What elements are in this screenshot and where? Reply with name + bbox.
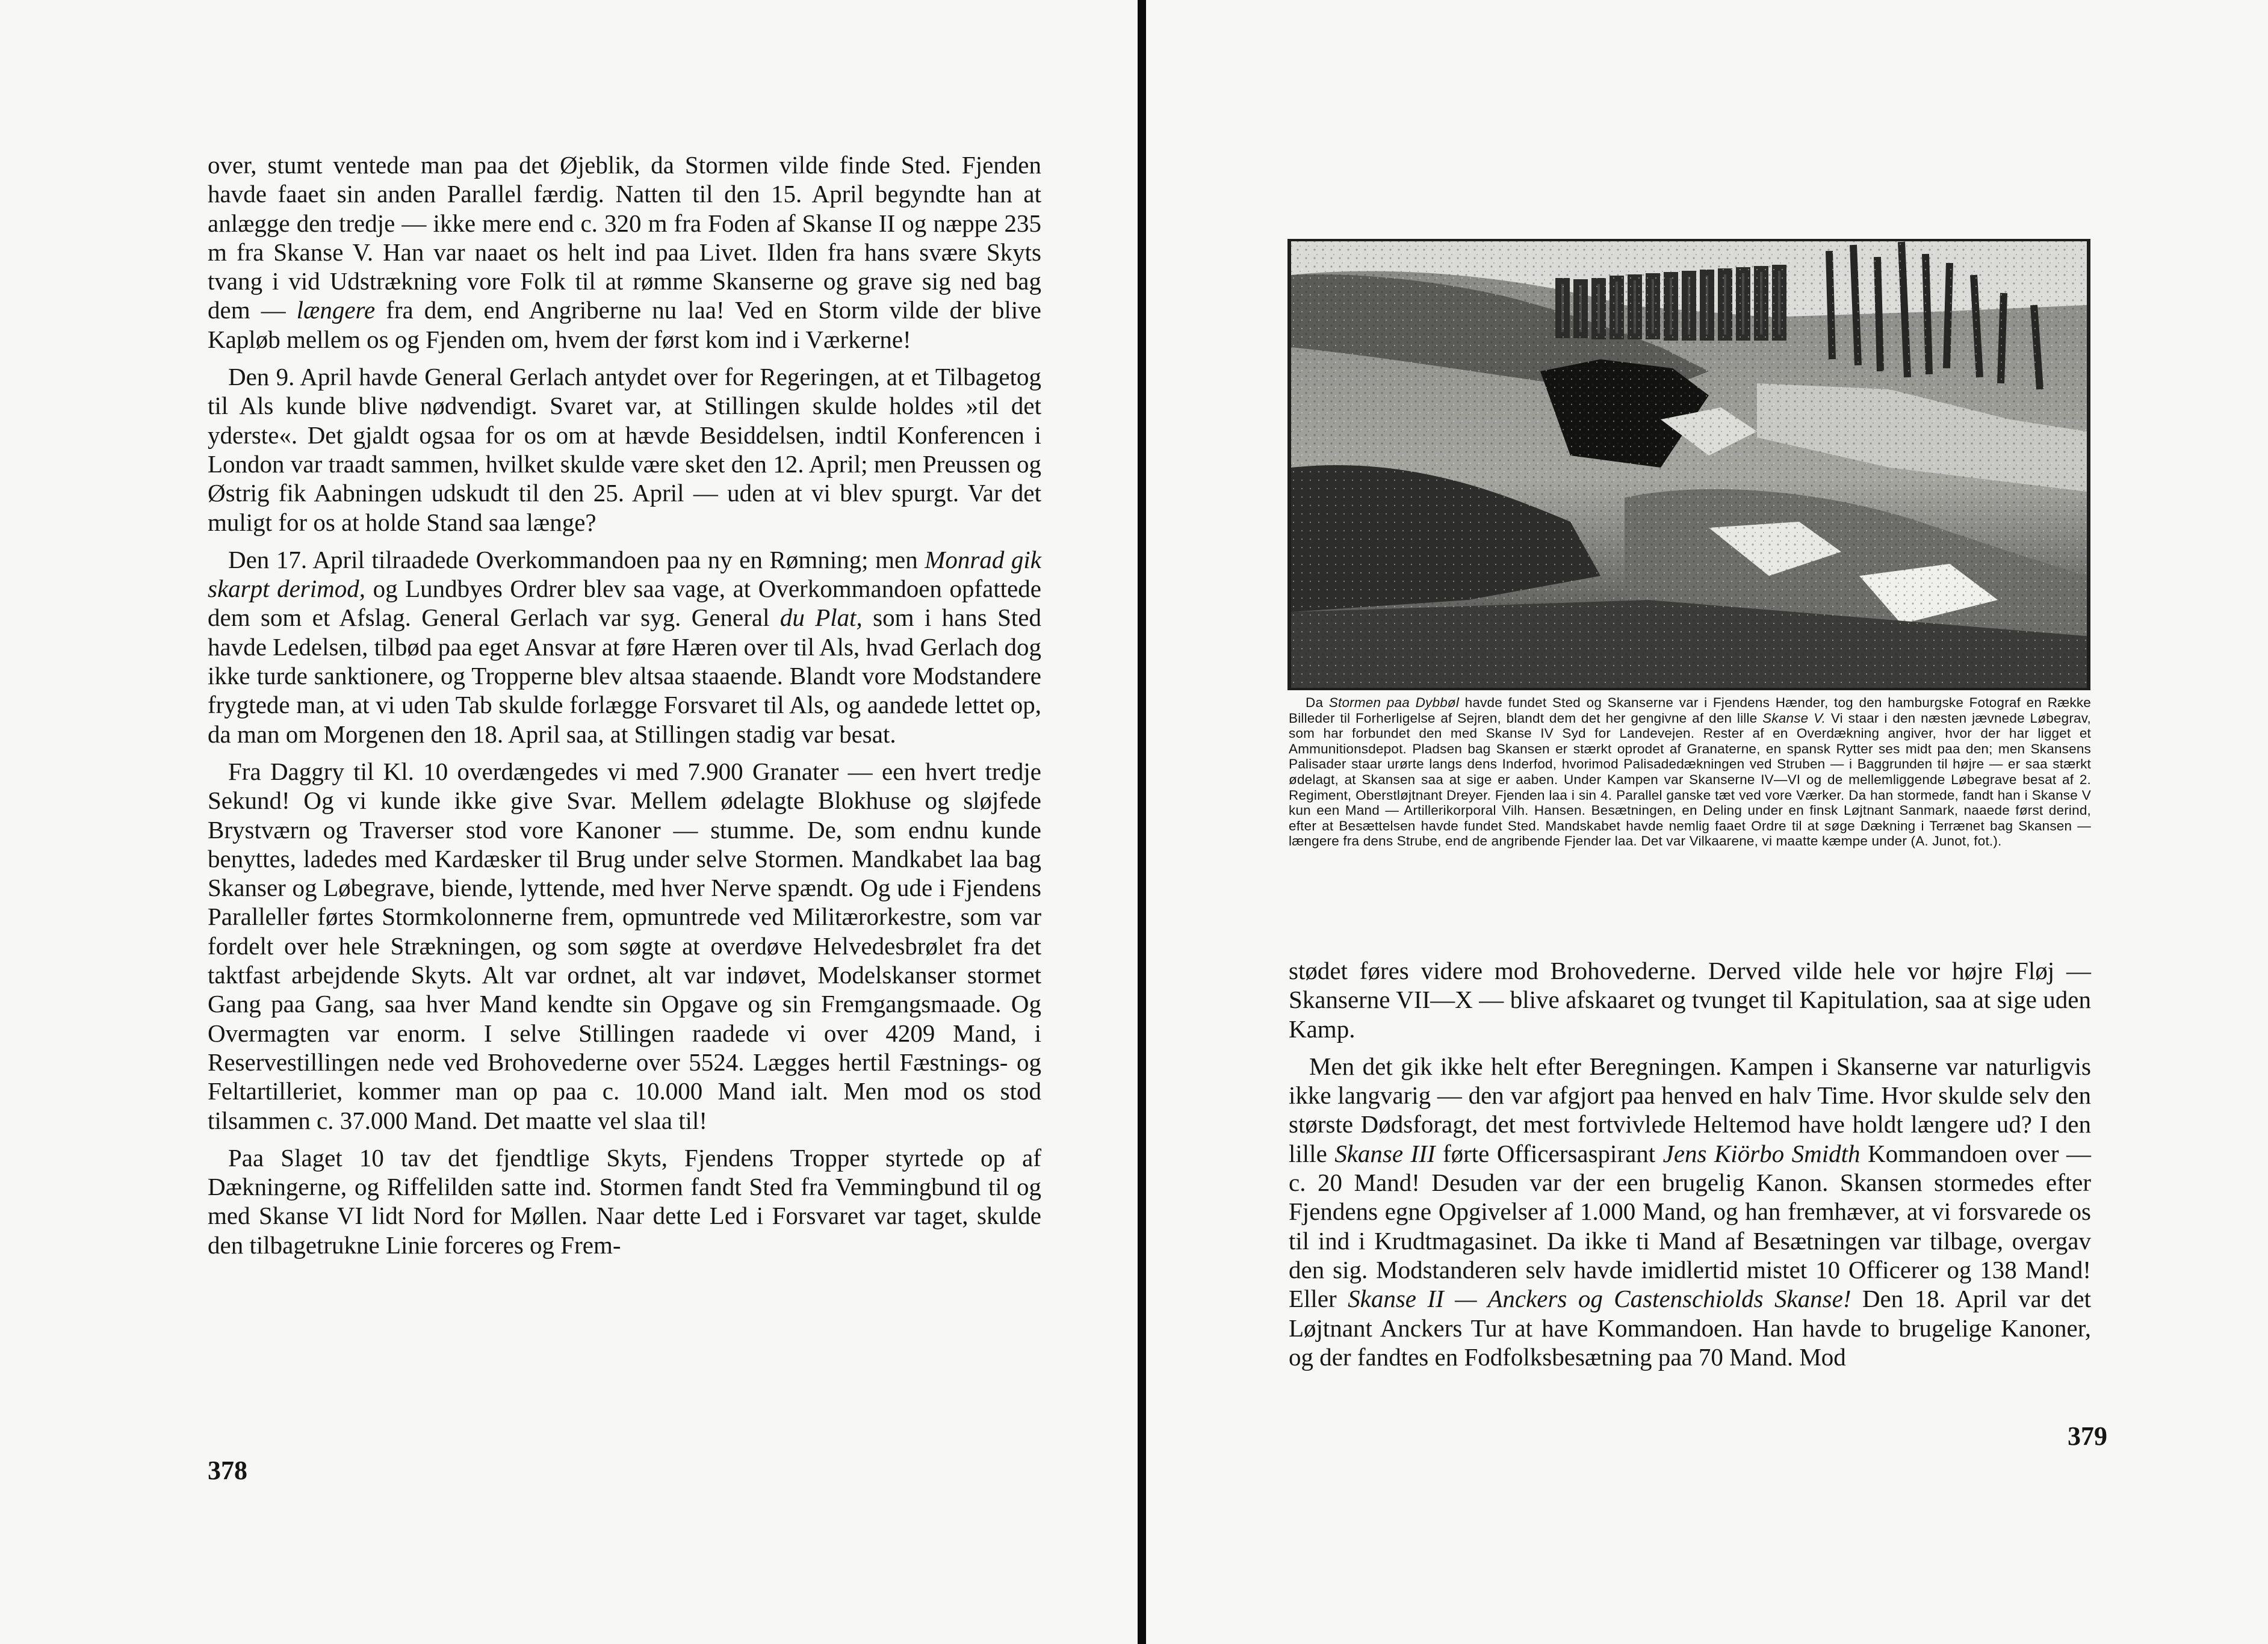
italic-text: Skanse III (1334, 1139, 1436, 1167)
text-run: Den 18. April var det Løjtnant Anckers Tur at have Kommandoen. Han havde to brugelige Kanoner, og der fandtes en Fodfolksbesætning paa 70 Mand. Mod (1289, 1285, 2091, 1371)
right-paragraph-1 (1289, 956, 2091, 1043)
left-paragraph-3 (208, 545, 1041, 749)
page-number-left: 378 (208, 1456, 247, 1485)
text-run: Paa Slaget 10 tav det fjendtlige Skyts, Fjendens Tropper styrtede op af Dækningerne, og Riffelilden satte ind. Stormen fandt Sted fra Vemmingbund til og med Skanse VI lidt Nord for Møllen. Naar dette Led i Forsvaret var taget, skulde den tilbagetrukne Linie forceres og Frem- (208, 1143, 1041, 1259)
text-run: Da (1306, 695, 1329, 710)
italic-text: du Plat, (779, 604, 863, 632)
italic-text: længere (296, 296, 376, 324)
italic-text: Skanse II — Anckers og Castenschiolds Skanse! (1348, 1285, 1851, 1313)
right-page-body (1289, 956, 2091, 1380)
left-paragraph-5 (208, 1143, 1041, 1259)
text-run: stødet føres videre mod Brohovederne. Derved vilde hele vor højre Fløj — Skanserne VII—X — blive afskaaret og tvunget til Kapitulation, saa at sige uden Kamp. (1289, 957, 2091, 1043)
right-paragraph-2 (1289, 1052, 2091, 1371)
right-page (1146, 0, 2268, 1644)
text-run: Den 17. April tilraadede Overkommandoen paa ny en Rømning; men (228, 545, 925, 573)
left-paragraph-2 (208, 362, 1041, 537)
photo-caption (1289, 695, 2091, 849)
caption-text (1289, 695, 2091, 849)
text-run: Vi staar i den næsten jævnede Løbegrav, som har forbundet den med Skanse IV Syd for Landevejen. Rester af en Overdækning angiver, hvor der har ligget et Ammunitionsdepot. Pladsen bag Skansen er stærkt oprodet af Granaterne, en spansk Rytter ses midt paa den; men Skansens Palisader staar urørte langs dens Inderfod, hvorimod Palisadedækningen ved Struben — i Baggrunden til højre — er saa stærkt ødelagt, at Skansen saa at sige er aaben. Under Kampen var Skanserne IV—VI og de mellemliggende Løbegrave besat af 2. Regiment, Oberstløjtnant Dreyer. Fjenden laa i sin 4. Parallel ganske tæt ved vore Værker. Da han stormede, fandt han i Skanse V kun een Mand — Artillerikorporal Vilh. Hansen. Besætningen, en Deling under en finsk Løjtnant Sanmark, naaede først derind, efter at Besættelsen havde fundet Sted. Mandskabet havde nemlig faaet Ordre til at søge Dækning i Terrænet bag Skansen — længere fra dens Strube, end de angribende Fjender laa. Det var Vilkaarene, vi maatte kæmpe under (A. Junot, fot.). (1289, 710, 2091, 849)
photograph-dybbol-skanse-v-icon (1287, 239, 2090, 690)
text-run: fra dem, end Angriberne nu laa! Ved en Storm vilde der blive Kapløb mellem os og Fjenden om, hvem der først kom ind i Værkerne! (208, 296, 1041, 353)
italic-text: Stormen paa Dybbøl (1328, 695, 1460, 710)
left-paragraph-4 (208, 757, 1041, 1135)
left-paragraph-1 (208, 150, 1041, 354)
italic-text: Monrad gik skarpt derimod, (208, 545, 1042, 603)
text-run: Men det gik ikke helt efter Beregningen. Kampen i Skanserne var naturligvis ikke langvarig — den var afgjort paa henved en halv Time. Hvor skulde selv den største Dødsforagt, det mest fortvivlede Heltemod have holdt længere ud? I den lille (1289, 1052, 2091, 1167)
text-run: Kommandoen over — c. 20 Mand! Desuden var der een brugelig Kanon. Skansen stormedes efter Fjendens egne Opgivelser af 1.000 Mand, og han fremhæver, at vi forsvarede os til ind i Krudtmagasinet. Da ikke ti Mand af Besætningen var tilbage, overgav den sig. Modstanderen selv havde imidlertid mistet 10 Officerer og 138 Mand! Eller (1289, 1139, 2092, 1313)
italic-text: Skanse V. (1762, 710, 1826, 726)
text-run: førte Officersaspirant (1435, 1139, 1663, 1167)
left-page-body (208, 150, 1041, 1268)
italic-text: Jens Kiörbo Smidth (1662, 1139, 1861, 1167)
text-run: Fra Daggry til Kl. 10 overdængedes vi med 7.900 Granater — een hvert tredje Sekund! Og vi kunde ikke give Svar. Mellem ødelagte Blokhuse og sløjfede Brystværn og Traverser stod vore Kanoner — stumme. De, som endnu kunde benyttes, ladedes med Kardæsker til Brug under selve Stormen. Mandkabet laa bag Skanser og Løbegrave, biende, lyttende, med hver Nerve spændt. Og ude i Fjendens Paralleller førtes Stormkolonnerne frem, opmuntrede ved Militærorkestre, som var fordelt over hele Strækningen, og som søgte at overdøve Helvedesbrølet fra det taktfast arbejdende Skyts. Alt var ordnet, alt var indøvet, Modelskanser stormet Gang paa Gang, saa hver Mand kendte sin Opgave og sin Fremgangsmaade. Og Overmagten var enorm. I selve Stillingen raadede vi over 4209 Mand, i Reservestillingen nede ved Brohovederne over 5524. Lægges hertil Fæstnings- og Feltartilleriet, kommer man op paa c. 10.000 Mand ialt. Men mod os stod tilsammen c. 37.000 Mand. Det maatte vel slaa til! (208, 757, 1041, 1134)
text-run: over, stumt ventede man paa det Øjeblik, da Stormen vilde finde Sted. Fjenden havde faaet sin anden Parallel færdig. Natten til den 15. April begyndte han at anlægge den tredje — ikke mere end c. 320 m fra Foden af Skanse II og næppe 235 m fra Skanse V. Han var naaet os helt ind paa Livet. Ilden fra hans svære Skyts tvang i vid Udstrækning vore Folk til at rømme Skanserne og grave sig ned bag dem — (208, 151, 1041, 324)
text-run: som i hans Sted havde Ledelsen, tilbød paa eget Ansvar at føre Hæren over til Als, hvad Gerlach dog ikke turde sanktionere, og Tropperne blev altsaa staaende. Blandt vore Modstandere frygtede man, at vi uden Tab skulde forlægge Forsvaret til Als, og aandede lettet op, da man om Morgenen den 18. April saa, at Stillingen stadig var besat. (208, 604, 1041, 748)
photo-figure (1287, 239, 2090, 690)
book-gutter (1138, 0, 1146, 1644)
page-number-right: 379 (2068, 1421, 2107, 1451)
text-run: Den 9. April havde General Gerlach antydet over for Regeringen, at et Tilbagetog til Als kunde blive nødvendigt. Svaret var, at Stillingen skulde holdes »til det yderste«. Det gjaldt ogsaa for os om at hævde Besiddelsen, indtil Konferencen i London var traadt sammen, hvilket skulde være sket den 12. April; men Preussen og Østrig fik Aabningen udskudt til den 25. April — uden at vi blev spurgt. Var det muligt for os at holde Stand saa længe? (208, 363, 1041, 536)
text-run: havde fundet Sted og Skanserne var i Fjendens Hænder, tog den hamburgske Fotograf en Række Billeder til Forherligelse af Sejren, blandt dem det her gengivne af den lille (1289, 695, 2091, 726)
text-run: og Lundbyes Ordrer blev saa vage, at Overkommandoen opfattede dem som et Afslag. General Gerlach var syg. General (208, 575, 1041, 632)
